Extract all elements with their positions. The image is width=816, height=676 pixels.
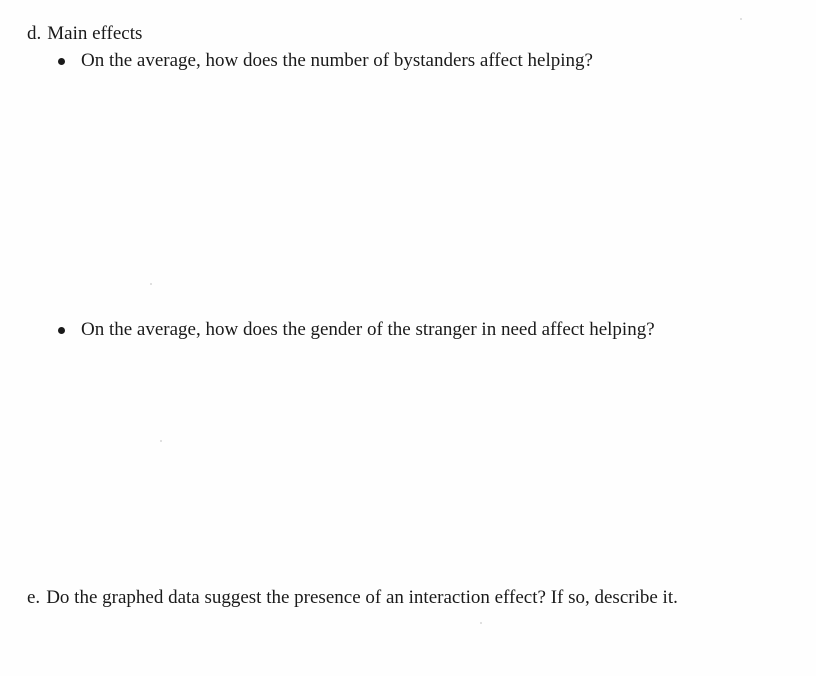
scan-speck <box>740 18 742 20</box>
question-bystanders-text: On the average, how does the number of bystanders affect helping? <box>81 50 593 71</box>
scan-speck <box>480 622 482 624</box>
section-d-title: Main effects <box>47 23 143 44</box>
scan-speck <box>150 283 152 285</box>
bullet-icon <box>58 58 65 65</box>
question-gender-text: On the average, how does the gender of the stranger in need affect helping? <box>81 319 655 340</box>
question-gender <box>58 318 655 342</box>
section-e-question <box>27 586 678 610</box>
section-e-label: e. <box>27 587 41 608</box>
scan-speck <box>160 440 162 442</box>
section-d-heading <box>27 22 142 46</box>
bullet-icon <box>58 327 65 334</box>
section-d-label: d. <box>27 23 42 44</box>
question-bystanders <box>58 49 593 73</box>
section-e-text: Do the graphed data suggest the presence of an interaction effect? If so, describe it. <box>46 587 678 608</box>
